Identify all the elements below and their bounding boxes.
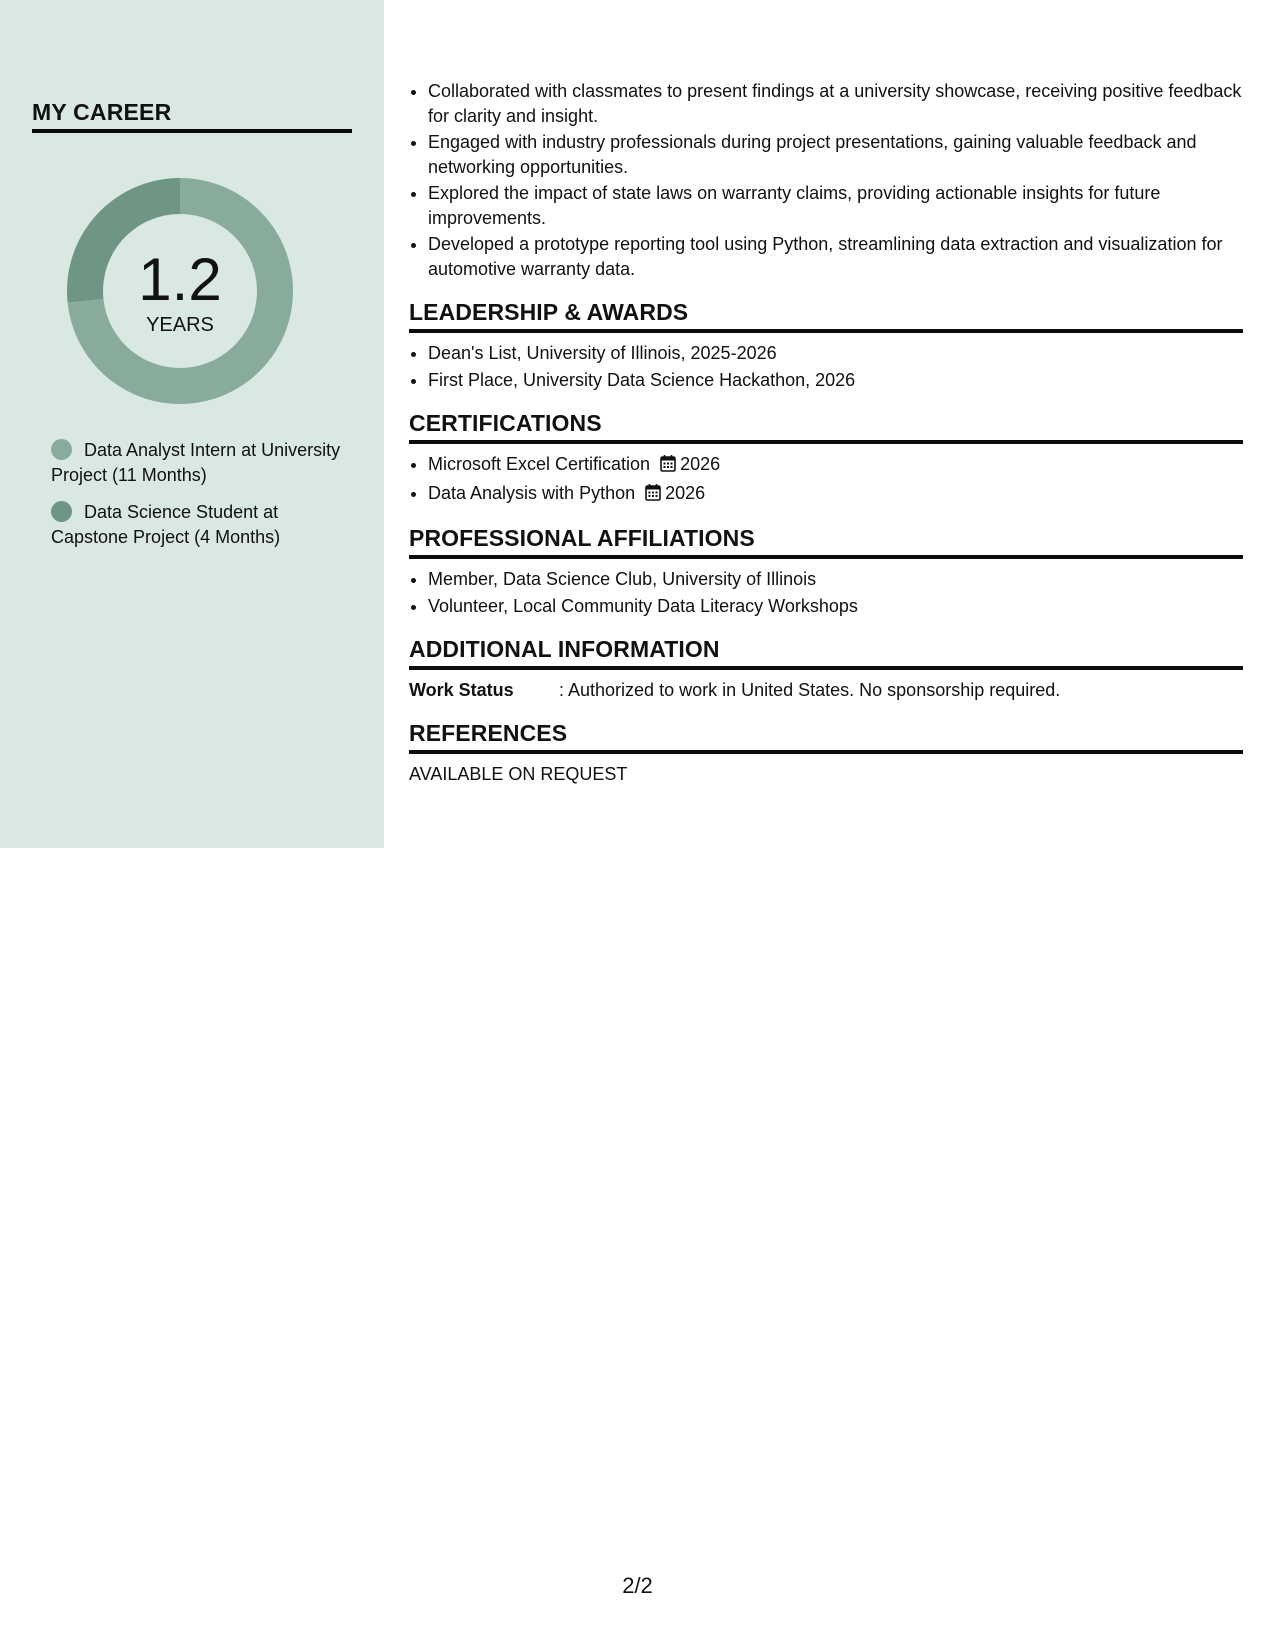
references-section-title: REFERENCES [409, 718, 1243, 754]
legend-item [51, 438, 351, 488]
career-donut-chart [66, 177, 294, 405]
career-sidebar [0, 0, 384, 848]
leadership-section-title: LEADERSHIP & AWARDS [409, 297, 1243, 333]
references-text: AVAILABLE ON REQUEST [409, 764, 628, 784]
leadership-list [409, 341, 1243, 392]
resume-main-column [409, 79, 1243, 786]
list-item: • Member, Data Science Club, University of Illinois [428, 567, 1243, 592]
list-item [428, 452, 1243, 479]
list-item: • Dean's List, University of Illinois, 2025-2026 [428, 341, 1243, 366]
career-years-value: 1.2 [138, 246, 222, 313]
list-item: • Collaborated with classmates to present findings at a university showcase, receiving positive feedback for clarity and insight. [428, 79, 1243, 128]
list-item: • Volunteer, Local Community Data Literacy Workshops [428, 594, 1243, 619]
calendar-icon [645, 483, 661, 508]
list-item [428, 481, 1243, 508]
work-status-value: : Authorized to work in United States. No sponsorship required. [559, 680, 1061, 700]
list-item: • Engaged with industry professionals during project presentations, gaining valuable feedback and networking opportunities. [428, 130, 1243, 179]
career-heading: MY CAREER [32, 98, 352, 133]
affiliations-list [409, 567, 1243, 618]
certification-year: 2026 [680, 454, 721, 474]
certification-name: Microsoft Excel Certification [428, 454, 651, 474]
project-bullet-list [409, 79, 1243, 281]
legend-label: Data Science Student at Capstone Project (4 Months) [51, 502, 281, 547]
certifications-section-title: CERTIFICATIONS [409, 408, 1243, 444]
legend-dot-icon [51, 501, 72, 522]
legend-dot-icon [51, 439, 72, 460]
page-number: 2/2 [622, 1573, 653, 1598]
certification-year: 2026 [665, 482, 706, 503]
work-status-label: Work Status [409, 680, 514, 700]
legend-item [51, 500, 351, 550]
work-status-row [409, 678, 1243, 702]
list-item: • Developed a prototype reporting tool using Python, streamlining data extraction and visualization for automotive warranty data. [428, 232, 1243, 281]
career-years-unit: YEARS [146, 314, 214, 336]
additional-info-section-title: ADDITIONAL INFORMATION [409, 634, 1243, 670]
legend-label: Data Analyst Intern at University Project (11 Months) [51, 440, 341, 485]
career-legend [51, 438, 351, 562]
list-item: • Explored the impact of state laws on warranty claims, providing actionable insights for future improvements. [428, 181, 1243, 230]
calendar-icon [660, 454, 676, 479]
donut-center [66, 177, 294, 405]
certifications-list [409, 452, 1243, 507]
certification-name: Data Analysis with Python [428, 482, 636, 503]
list-item: • First Place, University Data Science Hackathon, 2026 [428, 368, 1243, 393]
affiliations-section-title: PROFESSIONAL AFFILIATIONS [409, 523, 1243, 559]
